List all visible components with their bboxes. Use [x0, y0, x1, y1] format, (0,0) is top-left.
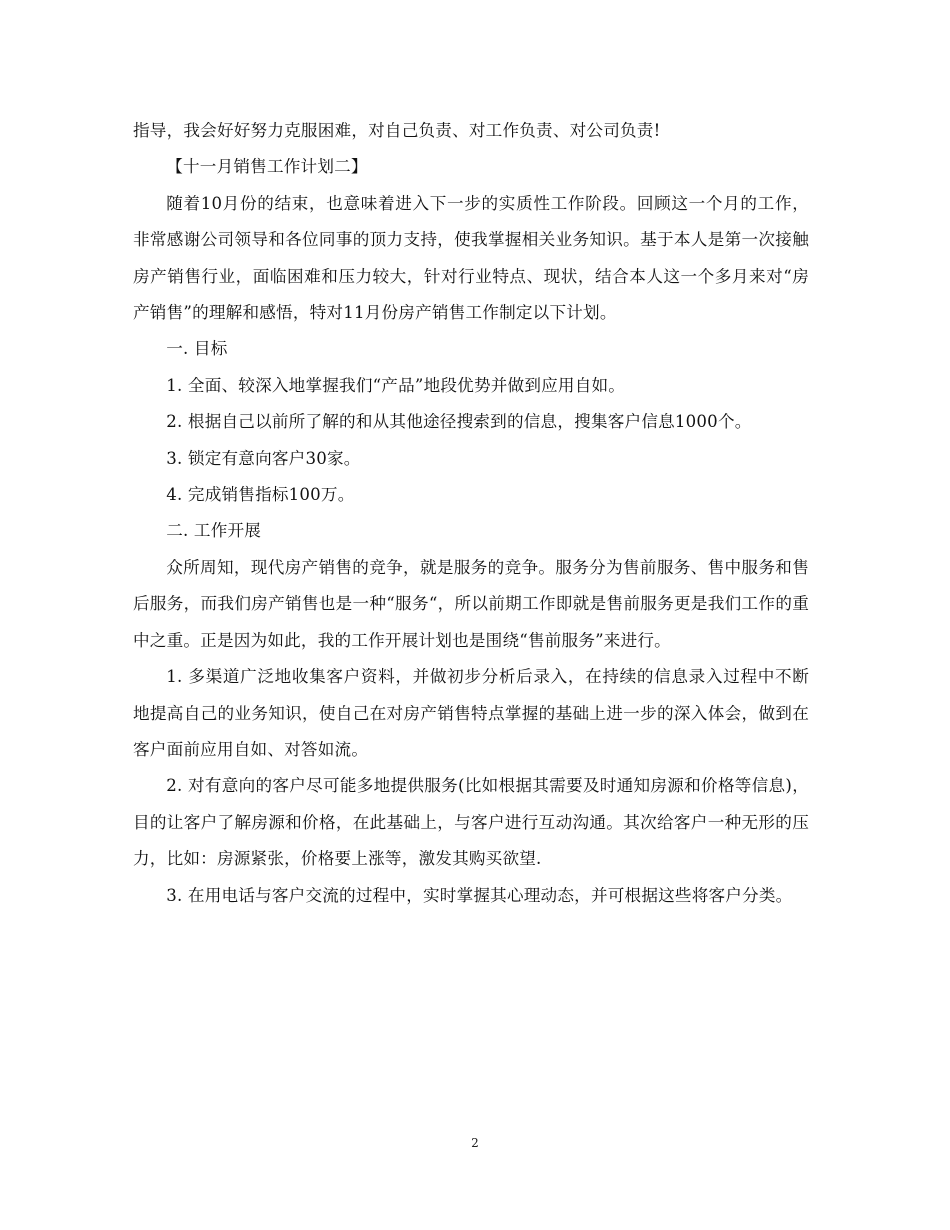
work-item-3: 3. 在用电话与客户交流的过程中，实时掌握其心理动态，并可根据这些将客户分类。: [166, 885, 793, 905]
page-body: [133, 113, 809, 914]
work-item-2: 2. 对有意向的客户尽可能多地提供服务(比如根据其需要及时通知房源和价格等信息)，目的让客户了解房源和价格，在此基础上，与客户进行互动沟通。其次给客户一种无形的压力，比如：房源紧张，价格要上涨等，激发其购买欲望.: [133, 776, 809, 869]
page-number: 2: [471, 1136, 479, 1150]
goal-item-3: 3. 锁定有意向客户30家。: [166, 448, 361, 468]
paragraph-service-competition: 众所周知，现代房产销售的竞争，就是服务的竞争。服务分为售前服务、售中服务和售后服务，而我们房产销售也是一种“服务“，所以前期工作即就是售前服务更是我们工作的重中之重。正是因为如此，我的工作开展计划也是围绕“售前服务”来进行。: [133, 557, 809, 650]
paragraph-intro: 随着10月份的结束，也意味着进入下一步的实质性工作阶段。回顾这一个月的工作，非常感谢公司领导和各位同事的顶力支持，使我掌握相关业务知识。基于本人是第一次接触房产销售行业，面临困难和压力较大，针对行业特点、现状，结合本人这一个多月来对“房产销售”的理解和感悟，特对11月份房产销售工作制定以下计划。: [133, 193, 809, 323]
goal-item-1: 1. 全面、较深入地掌握我们“产品”地段优势并做到应用自如。: [166, 375, 626, 395]
paragraph-continuation: 指导，我会好好努力克服困难，对自己负责、对工作负责、对公司负责!: [133, 121, 661, 140]
work-item-1: 1. 多渠道广泛地收集客户资料，并做初步分析后录入，在持续的信息录入过程中不断地提高自己的业务知识，使自己在对房产销售特点掌握的基础上进一步的深入体会，做到在客户面前应用自如、对答如流。: [133, 667, 809, 759]
heading-goals: 一. 目标: [166, 339, 228, 359]
heading-work-development: 二. 工作开展: [166, 521, 262, 541]
goal-item-4: 4. 完成销售指标100万。: [166, 485, 355, 505]
goal-item-2: 2. 根据自己以前所了解的和从其他途径搜索到的信息，搜集客户信息1000个。: [166, 412, 752, 432]
section-heading-plan-two: 【十一月销售工作计划二】: [166, 157, 368, 177]
